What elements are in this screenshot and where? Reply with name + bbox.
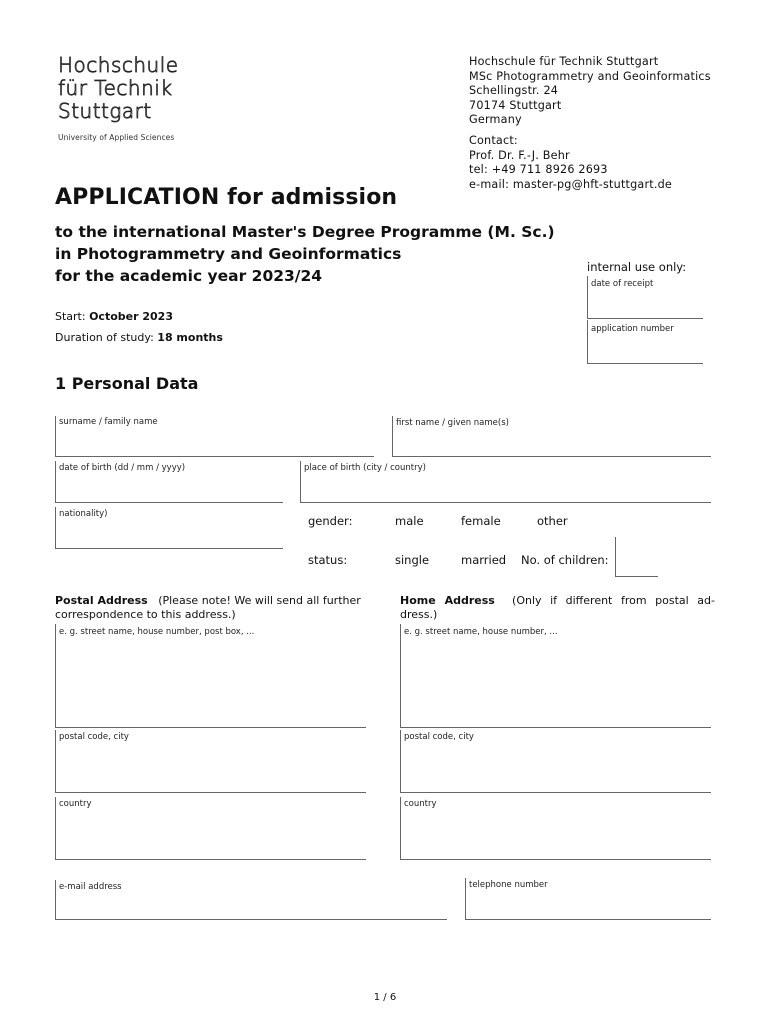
section-title: 1 Personal Data [55,374,199,393]
children-label: No. of children: [521,553,609,567]
address-line: Schellingstr. 24 [469,84,559,97]
status-option-single[interactable]: single [395,553,430,567]
place-of-birth-label: place of birth (city / country) [304,463,426,473]
start-info [55,310,173,323]
home-country-field[interactable] [400,797,711,860]
contact-line: tel: +49 711 8926 2693 [469,163,608,176]
subtitle-line-3: for the academic year 2023/24 [55,267,323,285]
logo-tagline: University of Applied Sciences [58,133,175,142]
home-address-note-2: dress.) [400,608,438,621]
address-line: MSc Photogrammetry and Geoinformatics [469,69,711,83]
postal-street-hint: e. g. street name, house number, post box, ... [59,627,255,637]
postal-country-field[interactable] [55,797,366,860]
postal-address-note-1: (Please note! We will send all further [158,594,361,607]
home-address-heading [400,594,715,622]
gender-option-female[interactable]: female [461,514,501,528]
contact-line: e-mail: master-pg@hft-stuttgart.de [469,177,672,191]
postal-street-field[interactable] [55,624,366,728]
postal-country-label: country [59,799,92,809]
nationality-label: nationality) [59,509,108,519]
internal-use-heading: internal use only: [587,260,687,274]
application-number-label: application number [591,324,674,334]
postal-code-city-label: postal code, city [59,732,129,742]
page-number: 1 / 6 [373,992,397,1003]
contact-block [469,134,672,192]
date-of-receipt-label: date of receipt [591,279,654,289]
address-line: Hochschule für Technik Stuttgart [469,55,659,68]
logo-line-2: für Technik [58,76,173,100]
home-address-title: Home Address [400,594,495,607]
gender-option-other[interactable]: other [537,514,568,528]
home-code-city-label: postal code, city [404,732,474,742]
gender-option-male[interactable]: male [395,514,424,528]
first-name-label: first name / given name(s) [396,418,509,428]
address-line: Germany [469,113,522,126]
institution-address [469,55,711,128]
status-option-married[interactable]: married [461,553,507,567]
duration-value: 18 months [157,331,223,344]
surname-label: surname / family name [59,417,158,427]
start-label: Start: [55,310,86,323]
subtitle-line-1: to the international Master's Degree Programme (M. Sc.) [55,223,555,241]
page-title: APPLICATION for admission [55,185,398,210]
logo-line-3: Stuttgart [58,99,152,123]
home-address-note-1: (Only if different from postal ad- [512,594,715,607]
subtitle-line-2: in Photogrammetry and Geoinformatics [55,245,402,263]
children-count-field[interactable] [615,537,658,577]
duration-info [55,331,223,344]
postal-address-note-2: correspondence to this address.) [55,608,236,621]
contact-line: Prof. Dr. F.-J. Behr [469,148,570,162]
contact-line: Contact: [469,134,518,147]
home-street-hint: e. g. street name, house number, ... [404,627,558,637]
date-of-birth-label: date of birth (dd / mm / yyyy) [59,463,186,473]
telephone-label: telephone number [469,880,548,890]
home-street-field[interactable] [400,624,711,728]
duration-label: Duration of study: [55,331,154,344]
postal-address-heading [55,594,375,622]
address-line: 70174 Stuttgart [469,98,562,112]
start-value: October 2023 [89,310,173,323]
logo-line-1: Hochschule [58,53,179,77]
postal-address-title: Postal Address [55,594,148,607]
status-label: status: [308,553,348,567]
gender-label: gender: [308,514,353,528]
email-label: e-mail address [59,882,122,892]
home-country-label: country [404,799,437,809]
